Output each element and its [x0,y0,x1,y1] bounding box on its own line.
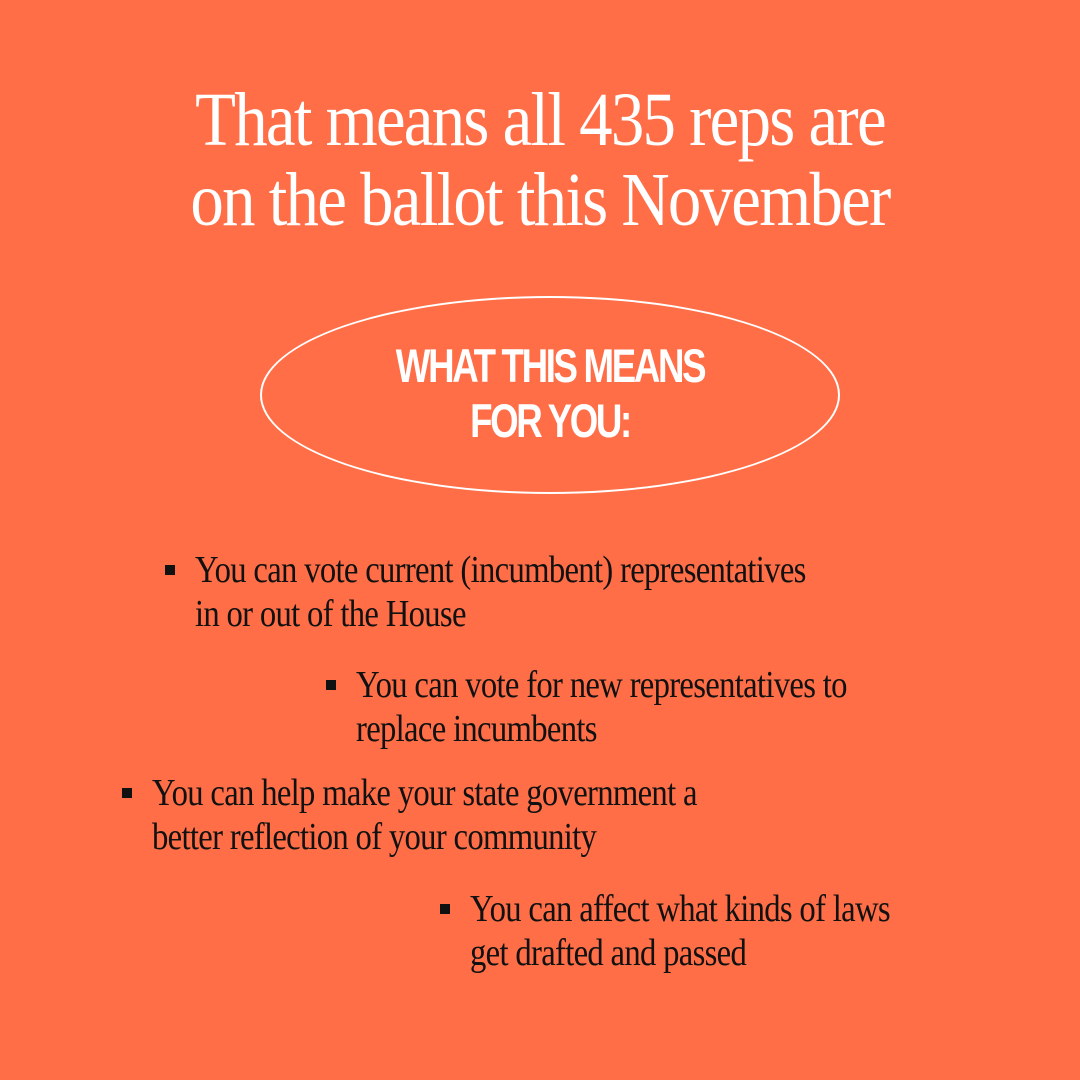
bullet-item-line: replace incumbents [356,708,597,750]
callout-line-2: FOR YOU: [470,394,630,447]
headline-line-2: on the ballot this November [190,158,890,242]
square-bullet-icon [326,680,336,690]
square-bullet-icon [165,565,175,575]
bullet-item-line: You can help make your state government a [152,772,697,814]
headline [0,80,1080,240]
bullet-item-state-government [152,771,785,859]
bullet-item-line: in or out of the House [195,593,466,635]
callout-line-1: WHAT THIS MEANS [395,339,705,392]
bullet-item-affect-laws [470,887,958,975]
bullet-item-line: get drafted and passed [470,932,747,974]
headline-line-1: That means all 435 reps are [195,78,885,162]
bullet-item-line: You can affect what kinds of laws [470,888,890,930]
square-bullet-icon [440,904,450,914]
bullet-item-line: You can vote for new representatives to [356,664,847,706]
bullet-item-line: better reflection of your community [152,816,597,858]
callout-text [260,338,840,448]
square-bullet-icon [122,788,132,798]
bullet-item-new-representatives [356,663,927,751]
bullet-item-line: You can vote current (incumbent) representatives [195,549,806,591]
bullet-item-vote-incumbents [195,548,905,636]
